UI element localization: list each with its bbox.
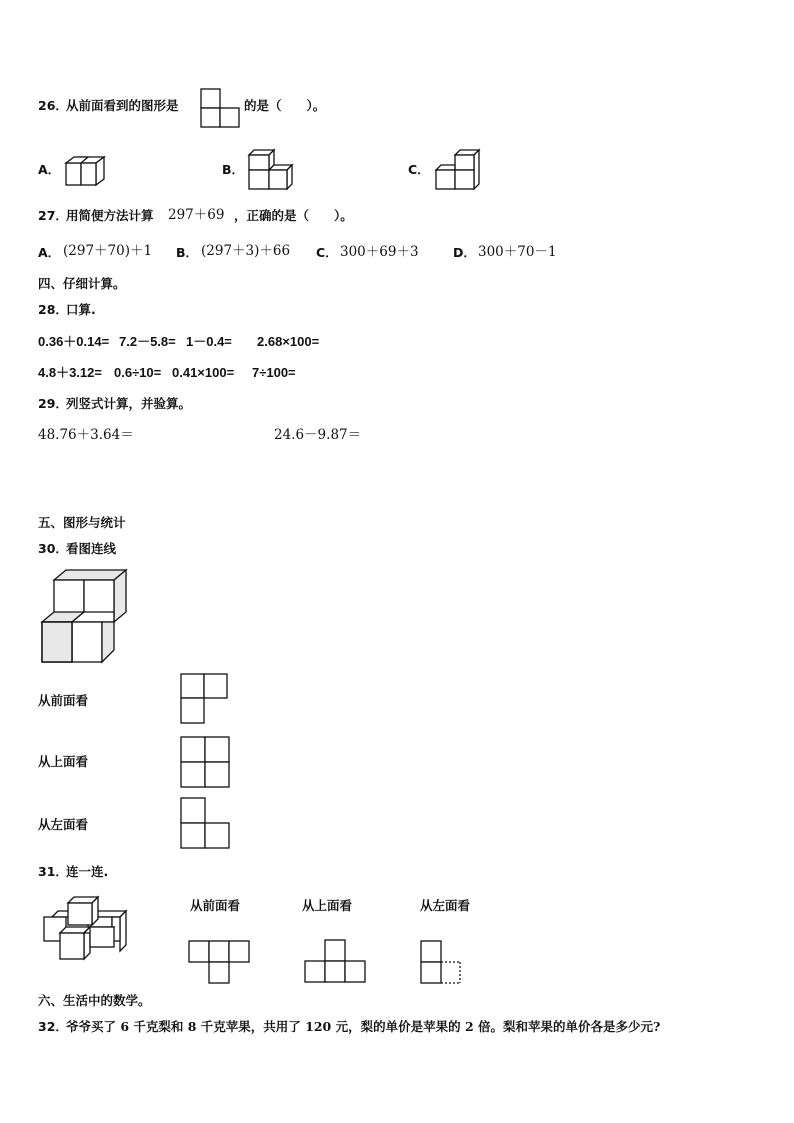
q30-view-top: 从上面看 xyxy=(38,754,89,769)
q26-front-view-figure xyxy=(200,88,242,128)
q32-number: 32． xyxy=(38,1019,68,1034)
q30-top-view-shape xyxy=(180,736,232,790)
q29-number: 29． xyxy=(38,396,68,411)
q28-item: 0.6÷10= xyxy=(114,365,162,380)
q30-left-view-shape xyxy=(180,797,232,851)
q27-option-b-letter: B． xyxy=(176,245,199,260)
q28-item: 0.41×100= xyxy=(172,365,235,380)
q31-solid-figure xyxy=(42,895,136,965)
q29-expr-2: 24.6－9.87＝ xyxy=(274,427,362,443)
q26-option-b: B． xyxy=(222,162,245,177)
q30-text: 看图连线 xyxy=(66,541,117,556)
q27-text-after: ，正确的是（ ）。 xyxy=(234,208,353,223)
q28-item: 1－0.4= xyxy=(186,334,232,349)
q30-view-front: 从前面看 xyxy=(38,693,89,708)
q28-item: 2.68×100= xyxy=(257,334,320,349)
q26-text-after: 的是（ ）。 xyxy=(244,98,326,113)
q26-option-a: A． xyxy=(38,162,61,177)
q26-option-b-cubes xyxy=(246,148,294,192)
q27-option-d-expr: 300＋70－1 xyxy=(478,244,557,260)
q28-item: 7.2－5.8= xyxy=(119,334,176,349)
q31-top-view-shape xyxy=(304,939,368,985)
q30-front-view-shape xyxy=(180,673,230,725)
q30-solid-figure xyxy=(40,568,130,664)
q26-option-c: C． xyxy=(408,162,430,177)
q27-option-c-expr: 300＋69＋3 xyxy=(340,244,419,260)
q26-option-a-cubes xyxy=(64,155,110,189)
q27-option-c-letter: C． xyxy=(316,245,338,260)
q31-front-view-shape xyxy=(188,940,252,986)
q31-header-front: 从前面看 xyxy=(190,898,241,913)
q29-expr-1: 48.76＋3.64＝ xyxy=(38,427,134,443)
q28-item: 4.8＋3.12= xyxy=(38,365,102,380)
q31-number: 31． xyxy=(38,864,68,879)
q26-text-before: 从前面看到的图形是 xyxy=(66,98,179,113)
q31-left-view-shape xyxy=(420,940,466,986)
q28-item: 7÷100= xyxy=(252,365,296,380)
q27-expression: 297＋69 xyxy=(168,207,225,223)
q30-view-left: 从左面看 xyxy=(38,817,89,832)
q31-header-top: 从上面看 xyxy=(302,898,353,913)
q27-option-a-letter: A． xyxy=(38,245,61,260)
section5-title: 五、图形与统计 xyxy=(38,515,126,530)
section4-title: 四、仔细计算。 xyxy=(38,276,126,291)
q31-text: 连一连. xyxy=(66,864,109,879)
q29-text: 列竖式计算，并验算。 xyxy=(66,396,192,411)
q28-number: 28． xyxy=(38,302,68,317)
q27-option-b-expr: (297＋3)＋66 xyxy=(201,243,291,259)
q27-option-a-expr: (297＋70)＋1 xyxy=(63,243,153,259)
q28-item: 0.36＋0.14= xyxy=(38,334,110,349)
q27-option-d-letter: D． xyxy=(453,245,476,260)
q28-text: 口算. xyxy=(66,302,96,317)
q26-number: 26． xyxy=(38,98,68,113)
q27-number: 27． xyxy=(38,208,68,223)
q26-option-c-cubes xyxy=(433,148,481,192)
q30-number: 30． xyxy=(38,541,68,556)
q31-header-left: 从左面看 xyxy=(420,898,471,913)
q27-text-before: 用简便方法计算 xyxy=(66,208,154,223)
section6-title: 六、生活中的数学。 xyxy=(38,993,151,1008)
q32-text: 爷爷买了 6 千克梨和 8 千克苹果，共用了 120 元，梨的单价是苹果的 2 倍。梨和苹果的单价各是多少元? xyxy=(66,1019,661,1034)
